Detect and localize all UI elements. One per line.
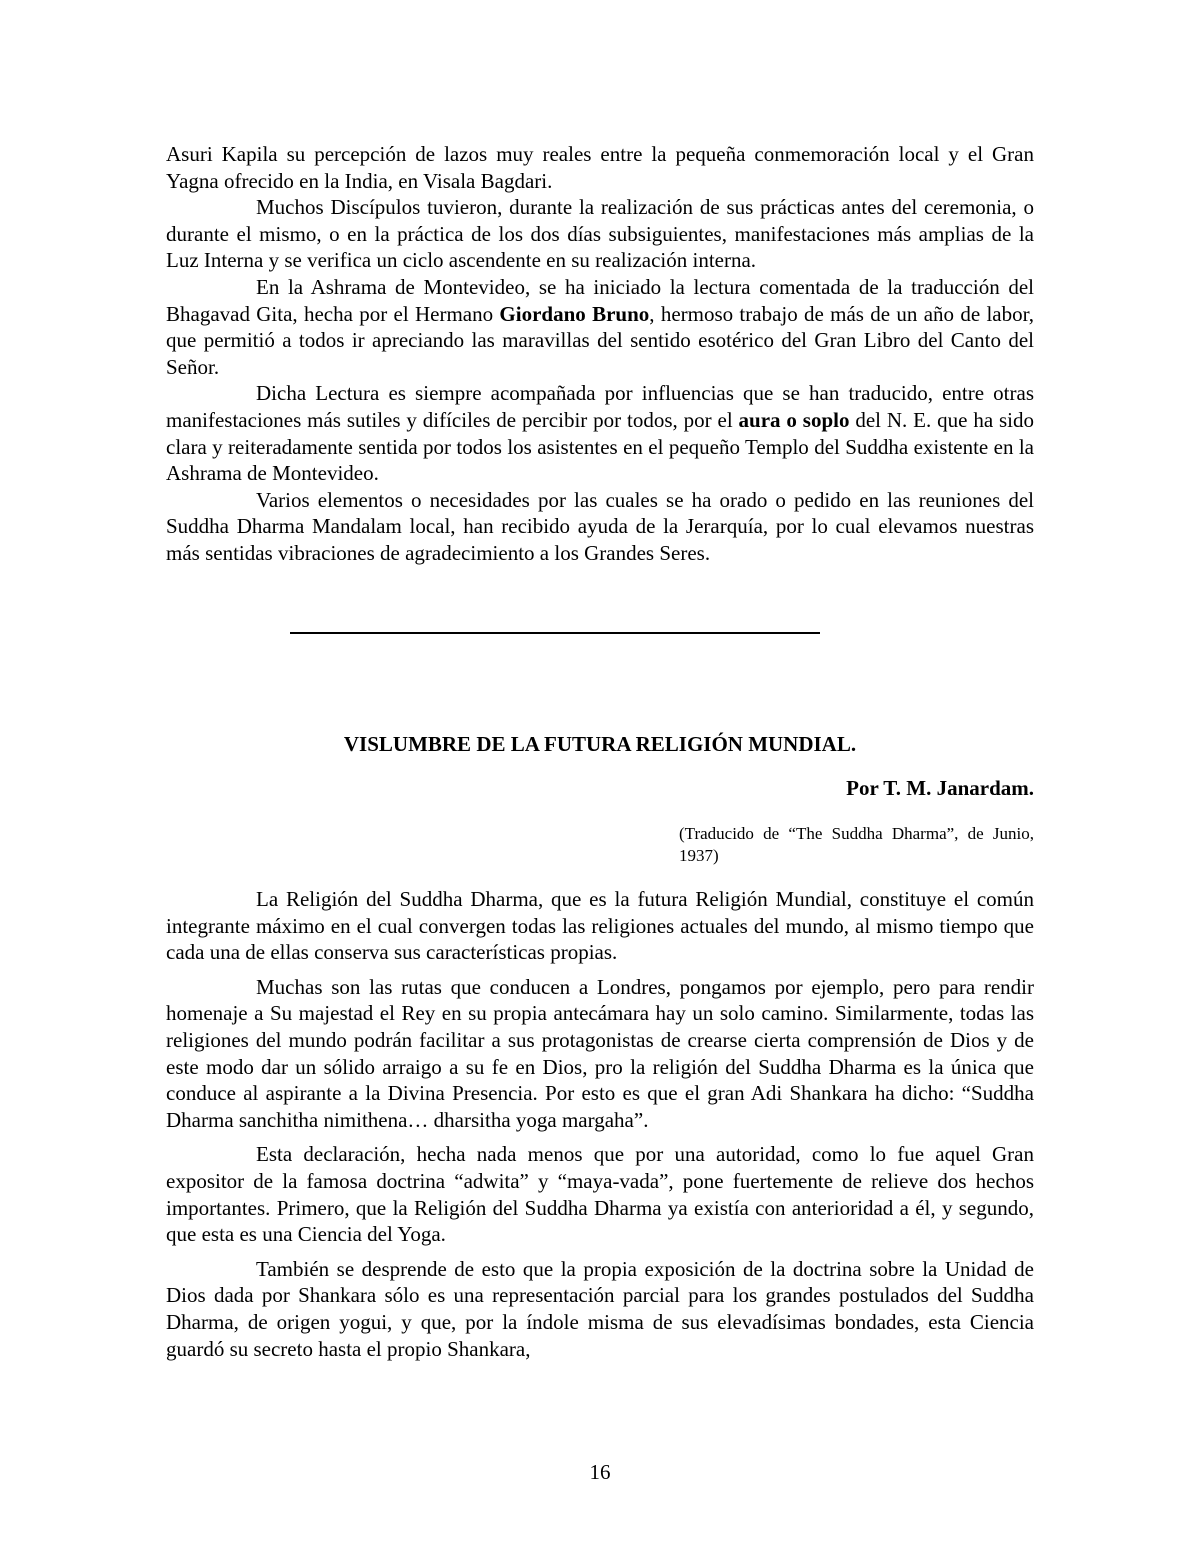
article-body: [166, 886, 1034, 1370]
article-author: Por T. M. Janardam.: [846, 776, 1034, 800]
paragraph: [166, 194, 1034, 274]
paragraph-text: del N. E. que ha sido clara y reiteradamente sentida por todos los asistentes en el pequeño Templo del Suddha existente en la Ashrama de Montevideo.: [166, 407, 1035, 486]
paragraph: Esta declaración, hecha nada menos que por una autoridad, como lo fue aquel Gran expositor de la famosa doctrina “adwita” y “maya-vada”, pone fuertemente de relieve dos hechos importantes. Primero, que la Religión del Suddha Dharma ya existía con anterioridad a él, y segundo, que esta es una Ciencia del Yoga.: [166, 1142, 1034, 1247]
section-divider: [290, 632, 820, 634]
paragraph-text: Muchos Discípulos tuvieron, durante la realización de sus prácticas antes del ceremonia, o durante el mismo, o en la práctica de los dos días subsiguientes, manifestaciones más amplias de la Luz Interna y se verifica un ciclo ascendente en su realización interna.: [166, 195, 1034, 273]
paragraph: [166, 487, 1034, 567]
paragraph-text: En la Ashrama de Montevideo, se ha iniciado la lectura comentada de la traducción del Bhagavad Gita, hecha por el Hermano: [166, 274, 1034, 326]
paragraph-text: Dicha Lectura es siempre acompañada por influencias que se han traducido, entre otras manifestaciones más sutiles y difíciles de percibir por todos, por el: [166, 381, 1034, 432]
paragraph-text: , hermoso trabajo de más de un año de labor, que permitió a todos ir apreciando las maravillas del sentido esotérico del Gran Libro del Canto del Señor.: [166, 301, 1034, 379]
paragraph: [166, 141, 1034, 194]
paragraph: [166, 380, 1034, 486]
paragraph: También se desprende de esto que la propia exposición de la doctrina sobre la Unidad de Dios dada por Shankara sólo es una representación parcial para los grandes postulados del Suddha Dharma, de origen yogui, y que, por la índole misma de sus elevadísimas bondades, esta Ciencia guardó su secreto hasta el propio Shankara,: [166, 1256, 1034, 1361]
previous-article-continuation: [166, 141, 1034, 567]
bold-name: Giordano Bruno: [499, 301, 650, 326]
paragraph: La Religión del Suddha Dharma, que es la futura Religión Mundial, constituye el común integrante máximo en el cual convergen todas las religiones actuales del mundo, al mismo tiempo que cada una de ellas conserva sus características propias.: [166, 887, 1034, 965]
paragraph-text: Asuri Kapila su percepción de lazos muy reales entre la pequeña conmemoración local y el Gran Yagna ofrecido en la India, en Visala Bagdari.: [166, 142, 1034, 193]
paragraph: Muchas son las rutas que conducen a Londres, pongamos por ejemplo, pero para rendir homenaje a Su majestad el Rey en su propia antecámara hay un solo camino. Similarmente, todas las religiones del mundo podrán facilitar a sus protagonistas de crearse cierta comprensión de Dios y de este modo dar un sólido arraigo a su fe en Dios, pro la religión del Suddha Dharma es la única que conduce al aspirante a la Divina Presencia. Por esto es que el gran Adi Shankara ha dicho: “Suddha Dharma sanchitha nimithena… dharsitha yoga margaha”.: [166, 974, 1034, 1132]
paragraph-text: Varios elementos o necesidades por las cuales se ha orado o pedido en las reuniones del Suddha Dharma Mandalam local, han recibido ayuda de la Jerarquía, por lo cual elevamos nuestras más sentidas vibraciones de agradecimiento a los Grandes Seres.: [166, 487, 1034, 565]
page-number: 16: [589, 1460, 611, 1484]
paragraph: [166, 274, 1034, 380]
bold-phrase: aura o soplo: [738, 407, 850, 432]
article-title: VISLUMBRE DE LA FUTURA RELIGIÓN MUNDIAL.: [343, 732, 857, 756]
translation-note: (Traducido de “The Suddha Dharma”, de Junio, 1937): [679, 824, 1034, 865]
